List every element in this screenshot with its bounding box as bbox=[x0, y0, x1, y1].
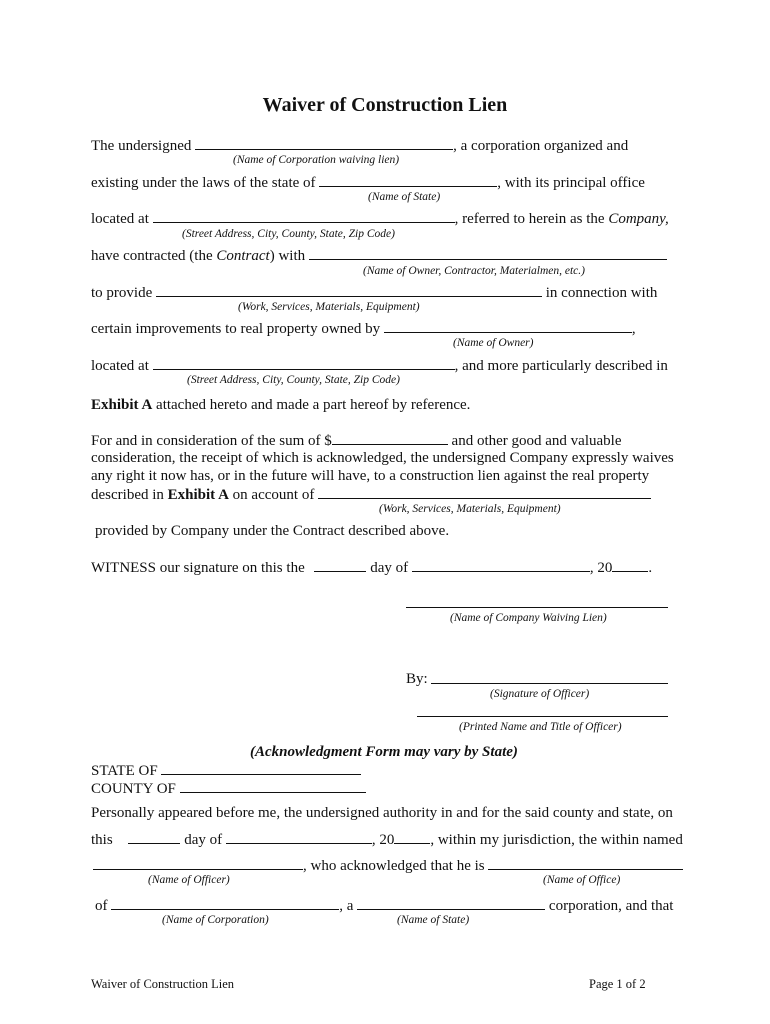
ack-year-field[interactable] bbox=[394, 830, 430, 844]
described-in-text: , and more particularly described in bbox=[454, 358, 668, 374]
exhibit-a-ref: Exhibit A bbox=[167, 487, 229, 503]
of-corporation-line bbox=[95, 896, 673, 915]
work-services-caption: (Work, Services, Materials, Equipment) bbox=[238, 301, 420, 313]
county-of-line bbox=[91, 779, 366, 798]
undersigned-line bbox=[91, 136, 628, 155]
to-provide-line bbox=[91, 283, 657, 302]
contracted-label: have contracted (the bbox=[91, 248, 217, 264]
office-name-caption: (Name of Office) bbox=[543, 874, 621, 886]
acknowledgment-heading: (Acknowledgment Form may vary by State) bbox=[250, 744, 518, 760]
good-valuable-text: and other good and valuable bbox=[447, 433, 622, 449]
ack-year-prefix: , 20 bbox=[371, 832, 395, 848]
contracted-with-text: ) with bbox=[269, 248, 309, 264]
ack-month-field[interactable] bbox=[226, 830, 372, 844]
corp-state-field[interactable] bbox=[357, 896, 545, 910]
located-at-label-2: located at bbox=[91, 358, 153, 374]
state-law-line bbox=[91, 173, 645, 192]
exhibit-text: attached hereto and made a part hereof by reference. bbox=[152, 397, 471, 413]
jurisdiction-text: , within my jurisdiction, the within named bbox=[430, 832, 683, 848]
company-term: Company, bbox=[608, 211, 669, 227]
owner-contractor-field[interactable] bbox=[309, 246, 667, 260]
officer-name-field[interactable] bbox=[93, 856, 303, 870]
office-name-field[interactable] bbox=[488, 856, 683, 870]
by-label: By: bbox=[406, 671, 428, 687]
owner-name-caption: (Name of Owner) bbox=[453, 337, 534, 349]
ack-day-field[interactable] bbox=[128, 830, 180, 844]
consideration-line-3: any right it now has, or in the future will have, to a construction lien against the real property bbox=[91, 468, 650, 484]
state-law-label: existing under the laws of the state of bbox=[91, 175, 320, 191]
corporation-caption: (Name of Corporation) bbox=[162, 914, 269, 926]
principal-office-text: , with its principal office bbox=[497, 175, 645, 191]
printed-name-caption: (Printed Name and Title of Officer) bbox=[459, 721, 622, 733]
consideration-line-1 bbox=[91, 431, 622, 450]
witness-period: . bbox=[648, 560, 653, 576]
on-account-text: on account of bbox=[228, 487, 319, 503]
account-work-field[interactable] bbox=[318, 485, 651, 499]
county-of-field[interactable] bbox=[180, 779, 366, 793]
footer-title: Waiver of Construction Lien bbox=[91, 977, 235, 991]
improvements-comma: , bbox=[631, 321, 636, 337]
street-address-caption-2: (Street Address, City, County, State, Zip Code) bbox=[187, 374, 400, 386]
personally-appeared-line: Personally appeared before me, the undersigned authority in and for the said county and state, on bbox=[91, 805, 673, 821]
company-name-caption: (Name of Company Waiving Lien) bbox=[450, 612, 607, 624]
provided-line: provided by Company under the Contract described above. bbox=[95, 523, 450, 539]
company-name-line[interactable] bbox=[406, 607, 668, 608]
corporation-name-caption: (Name of Corporation waiving lien) bbox=[233, 154, 400, 166]
undersigned-label: The undersigned bbox=[91, 138, 196, 154]
this-label: this bbox=[91, 832, 117, 848]
document-title: Waiver of Construction Lien bbox=[262, 94, 508, 116]
exhibit-line bbox=[91, 396, 470, 414]
described-in-label: described in bbox=[91, 487, 168, 503]
of-label: of bbox=[95, 898, 112, 914]
county-of-label: COUNTY OF bbox=[91, 781, 180, 797]
who-acknowledged-line bbox=[91, 856, 683, 875]
street-address-caption: (Street Address, City, County, State, Zip Code) bbox=[182, 228, 395, 240]
witness-line bbox=[91, 558, 652, 577]
state-name-caption: (Name of State) bbox=[368, 191, 441, 203]
improvements-label: certain improvements to real property owned by bbox=[91, 321, 384, 337]
consideration-line-2: consideration, the receipt of which is acknowledged, the undersigned Company expressly waives bbox=[91, 450, 674, 466]
a-label: , a bbox=[339, 898, 358, 914]
owner-contractor-caption: (Name of Owner, Contractor, Materialmen, etc.) bbox=[363, 265, 585, 277]
located-at-line-2 bbox=[91, 356, 668, 375]
page-number: Page 1 of 2 bbox=[589, 977, 646, 991]
street-address-field[interactable] bbox=[153, 209, 455, 223]
state-name-field[interactable] bbox=[319, 173, 497, 187]
officer-name-caption: (Name of Officer) bbox=[148, 874, 230, 886]
signature-line[interactable] bbox=[431, 683, 668, 684]
ack-day-of-text: day of bbox=[180, 832, 226, 848]
corporation-and-that-text: corporation, and that bbox=[545, 898, 674, 914]
in-connection-text: in connection with bbox=[542, 285, 658, 301]
sum-label: For and in consideration of the sum of $ bbox=[91, 433, 332, 449]
witness-day-of-text: day of bbox=[366, 560, 412, 576]
state-of-line bbox=[91, 761, 361, 780]
sum-amount-field[interactable] bbox=[332, 431, 448, 445]
corp-state-caption: (Name of State) bbox=[397, 914, 470, 926]
contract-term: Contract bbox=[216, 248, 270, 264]
corporation-name-field[interactable] bbox=[195, 136, 453, 150]
located-at-label: located at bbox=[91, 211, 153, 227]
referred-text: , referred to herein as the bbox=[454, 211, 609, 227]
to-provide-label: to provide bbox=[91, 285, 156, 301]
contracted-line bbox=[91, 246, 667, 265]
who-acknowledged-text: , who acknowledged that he is bbox=[303, 858, 489, 874]
witness-year-prefix: , 20 bbox=[589, 560, 613, 576]
owner-name-field[interactable] bbox=[384, 319, 632, 333]
this-day-line bbox=[91, 830, 683, 849]
street-address-field-2[interactable] bbox=[153, 356, 455, 370]
witness-label: WITNESS our signature on this the bbox=[91, 560, 309, 576]
account-work-caption: (Work, Services, Materials, Equipment) bbox=[379, 503, 561, 515]
work-services-field[interactable] bbox=[156, 283, 542, 297]
state-of-field[interactable] bbox=[161, 761, 361, 775]
witness-year-field[interactable] bbox=[612, 558, 648, 572]
exhibit-a-label: Exhibit A bbox=[91, 397, 153, 413]
witness-day-field[interactable] bbox=[314, 558, 366, 572]
improvements-line bbox=[91, 319, 636, 338]
located-at-line bbox=[91, 209, 669, 228]
witness-month-field[interactable] bbox=[412, 558, 590, 572]
state-of-label: STATE OF bbox=[91, 763, 162, 779]
corporation-field[interactable] bbox=[111, 896, 339, 910]
corporation-organized-text: , a corporation organized and bbox=[453, 138, 629, 154]
signature-caption: (Signature of Officer) bbox=[490, 688, 590, 700]
printed-name-line[interactable] bbox=[417, 716, 668, 717]
consideration-line-4 bbox=[91, 485, 651, 504]
